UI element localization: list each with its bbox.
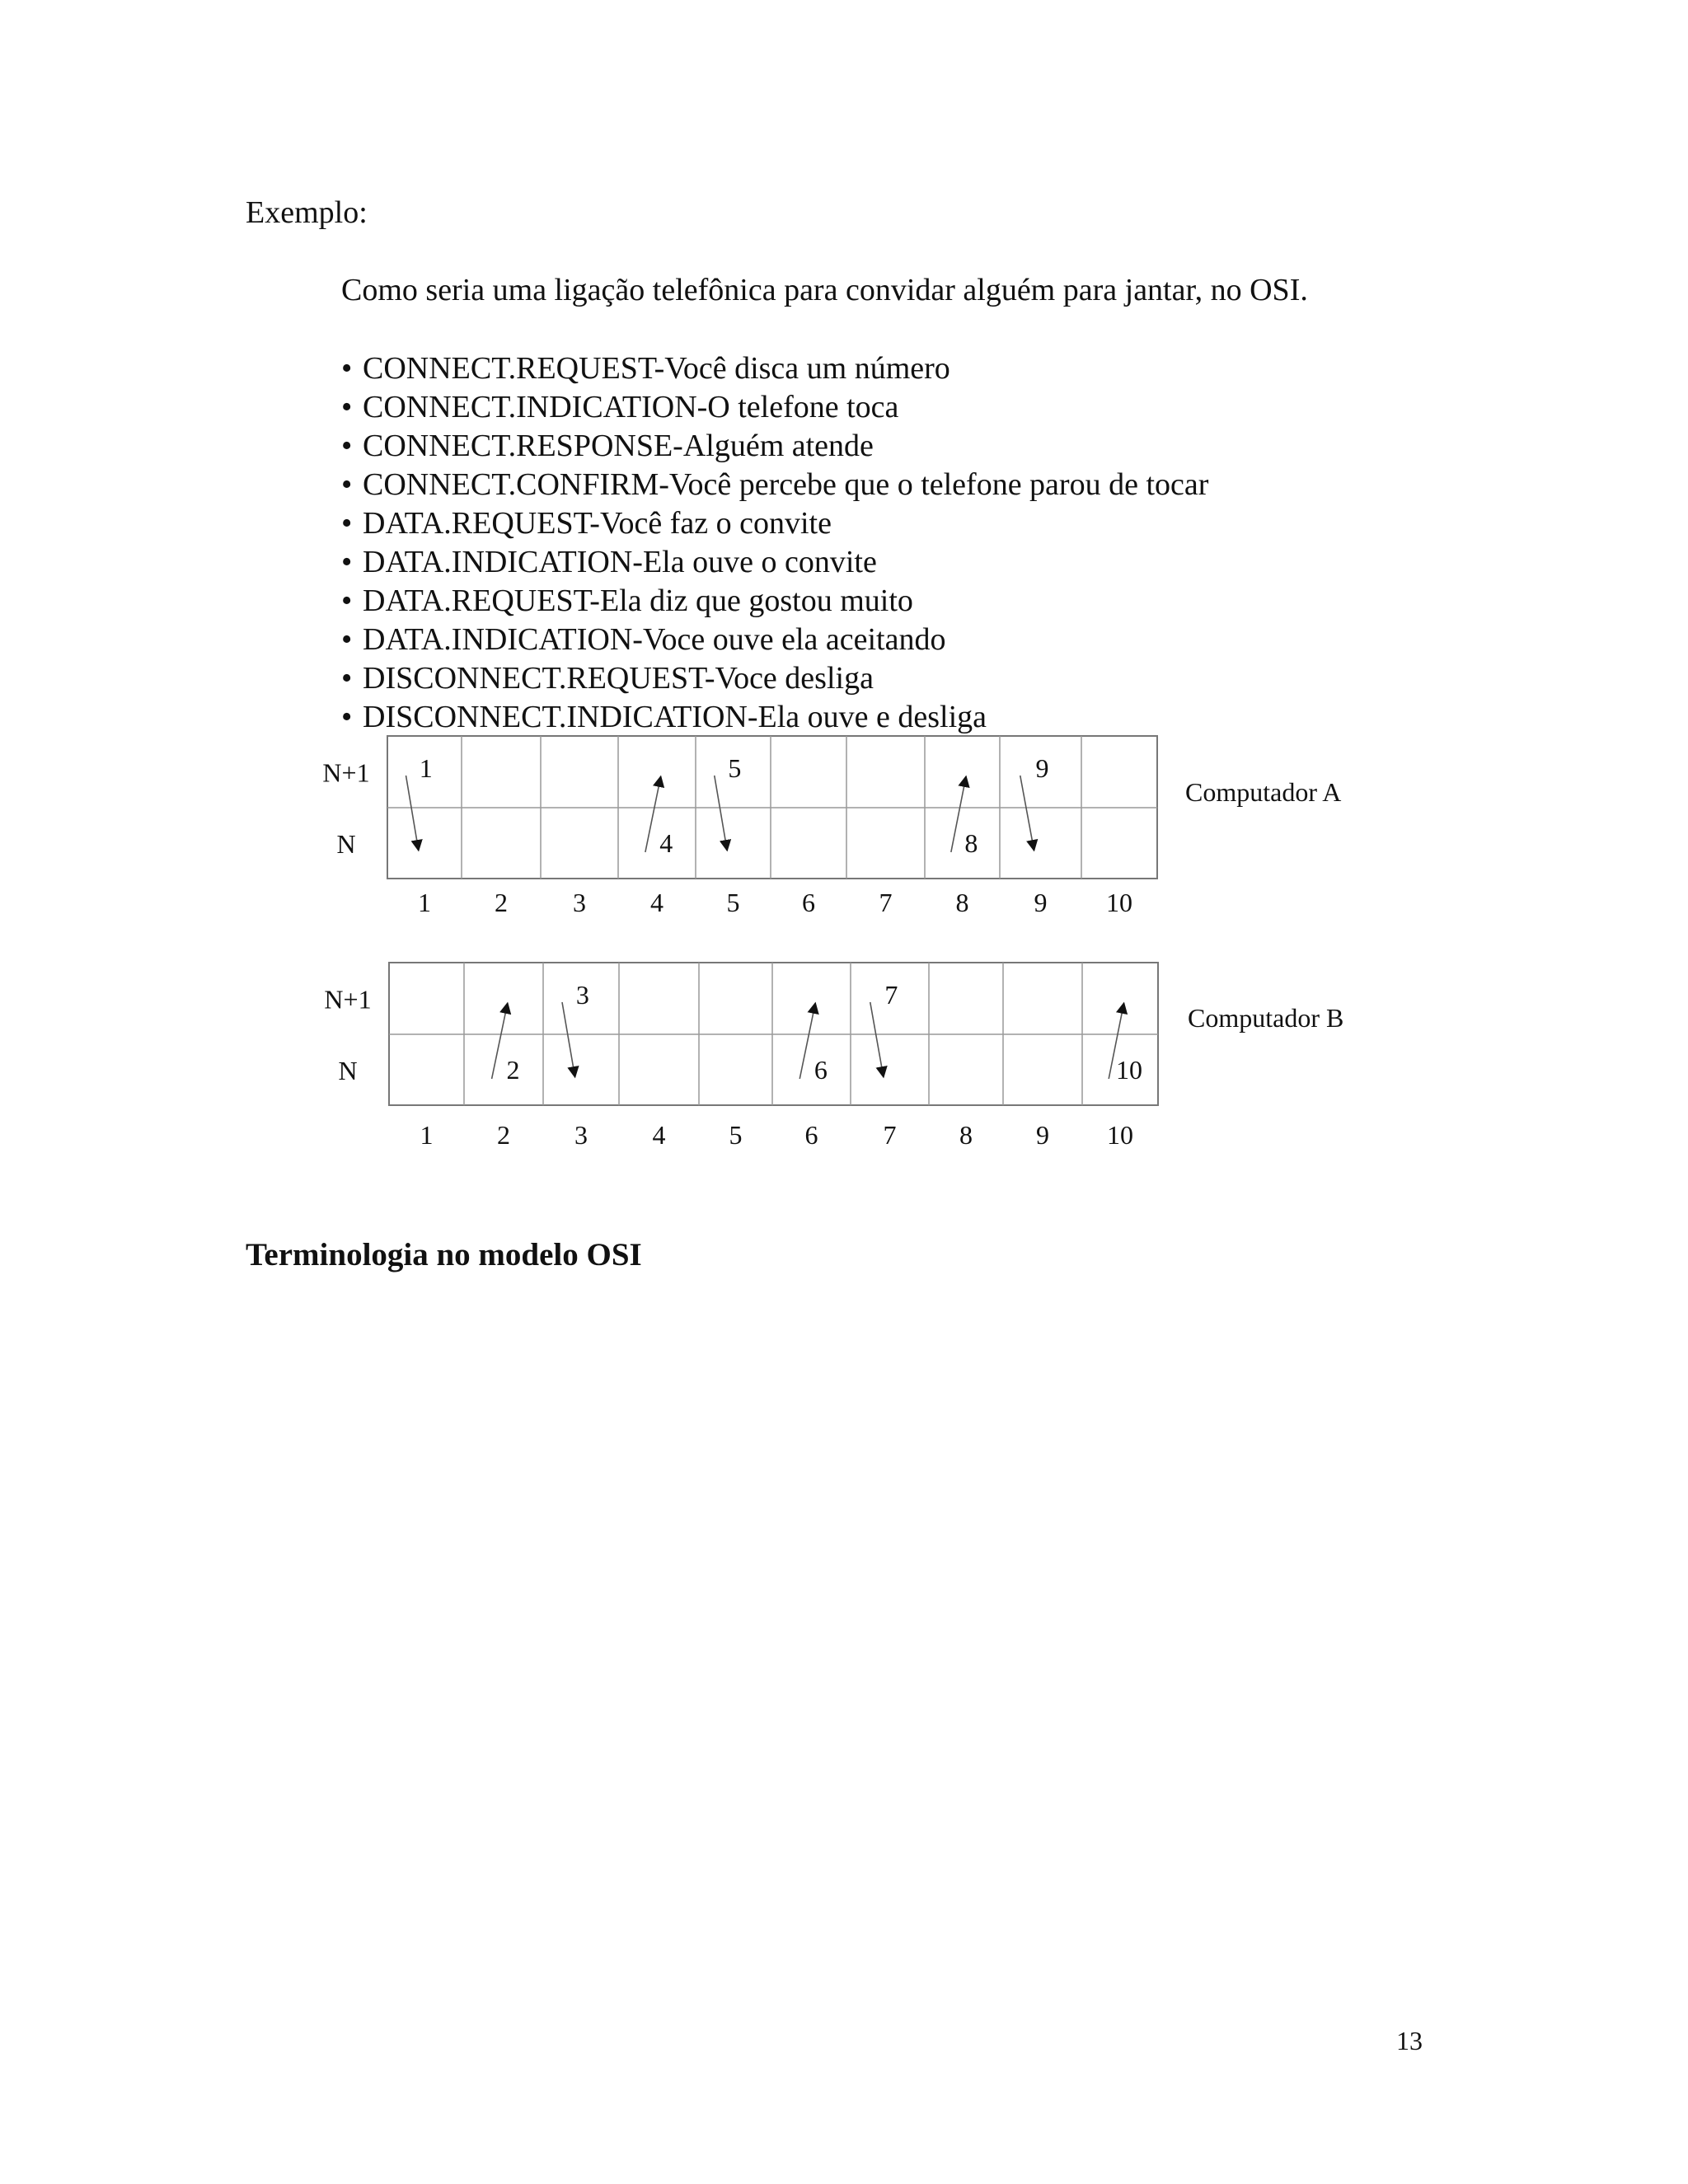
column-label: 9 xyxy=(1034,888,1048,917)
bullet-icon: • xyxy=(341,622,353,657)
list-item-text: CONNECT.INDICATION-O telefone toca xyxy=(363,390,899,424)
column-label: 3 xyxy=(573,888,586,917)
step-arrow-up xyxy=(951,776,966,852)
bullet-icon: • xyxy=(341,467,353,502)
list-item-text: DATA.REQUEST-Ela diz que gostou muito xyxy=(363,583,913,618)
computer-panel xyxy=(324,963,1343,1150)
column-label: 1 xyxy=(418,888,431,917)
section-heading: Terminologia no modelo OSI xyxy=(246,1237,642,1272)
step-label: 6 xyxy=(814,1055,828,1085)
column-label: 8 xyxy=(955,888,969,917)
computer-panel xyxy=(322,736,1341,917)
step-label: 3 xyxy=(575,980,589,1010)
column-label: 4 xyxy=(652,1120,666,1150)
bullet-icon: • xyxy=(341,700,353,734)
step-label: 4 xyxy=(659,828,673,858)
computer-name: Computador A xyxy=(1185,777,1342,807)
list-item-text: DATA.REQUEST-Você faz o convite xyxy=(363,506,832,541)
list-item-text: CONNECT.CONFIRM-Você percebe que o telefone parou de tocar xyxy=(363,467,1209,502)
intro-paragraph: Como seria uma ligação telefônica para convidar alguém para jantar, no OSI. xyxy=(341,273,1308,307)
column-label: 3 xyxy=(574,1120,588,1150)
row-label-n-plus-1: N+1 xyxy=(324,984,372,1015)
bullet-icon: • xyxy=(341,583,353,618)
bullet-icon: • xyxy=(341,545,353,579)
row-label-n: N xyxy=(336,829,356,859)
bullet-icon: • xyxy=(341,661,353,696)
step-label: 10 xyxy=(1116,1055,1143,1085)
bullet-icon: • xyxy=(341,390,353,424)
column-label: 10 xyxy=(1106,888,1132,917)
step-arrow-down xyxy=(1020,776,1034,851)
step-label: 2 xyxy=(506,1055,520,1085)
list-item-text: DATA.INDICATION-Ela ouve o convite xyxy=(363,545,877,579)
step-arrow-up xyxy=(799,1003,815,1079)
column-label: 9 xyxy=(1036,1120,1049,1150)
column-label: 6 xyxy=(802,888,815,917)
step-label: 8 xyxy=(964,828,978,858)
step-arrow-up xyxy=(645,776,661,852)
step-label: 1 xyxy=(419,753,433,783)
bullet-icon: • xyxy=(341,429,353,463)
list-item-text: DATA.INDICATION-Voce ouve ela aceitando xyxy=(363,622,946,657)
computer-name: Computador B xyxy=(1188,1003,1344,1033)
bullet-icon: • xyxy=(341,506,353,541)
column-label: 2 xyxy=(497,1120,510,1150)
step-arrow-down xyxy=(406,776,419,851)
column-label: 8 xyxy=(959,1120,973,1150)
list-item-text: CONNECT.RESPONSE-Alguém atende xyxy=(363,429,874,463)
step-arrow-down xyxy=(562,1002,575,1077)
column-label: 7 xyxy=(879,888,893,917)
step-label: 5 xyxy=(728,753,742,783)
example-label: Exemplo: xyxy=(246,195,368,230)
column-label: 5 xyxy=(729,1120,743,1150)
step-arrow-up xyxy=(492,1003,508,1079)
row-label-n: N xyxy=(338,1056,358,1085)
list-item-text: CONNECT.REQUEST-Você disca um número xyxy=(363,351,950,386)
step-arrow-down xyxy=(715,776,727,851)
column-label: 4 xyxy=(650,888,663,917)
column-label: 5 xyxy=(726,888,740,917)
list-item-text: DISCONNECT.INDICATION-Ela ouve e desliga xyxy=(363,700,987,734)
page-number: 13 xyxy=(1396,2026,1423,2055)
column-label: 1 xyxy=(420,1120,434,1150)
bullet-icon: • xyxy=(341,351,353,386)
column-label: 10 xyxy=(1107,1120,1133,1150)
step-label: 9 xyxy=(1035,753,1049,783)
column-label: 2 xyxy=(495,888,508,917)
list-item-text: DISCONNECT.REQUEST-Voce desliga xyxy=(363,661,874,696)
column-label: 7 xyxy=(883,1120,897,1150)
row-label-n-plus-1: N+1 xyxy=(322,757,370,788)
step-label: 7 xyxy=(884,980,898,1010)
step-arrow-down xyxy=(870,1002,884,1077)
column-label: 6 xyxy=(804,1120,818,1150)
